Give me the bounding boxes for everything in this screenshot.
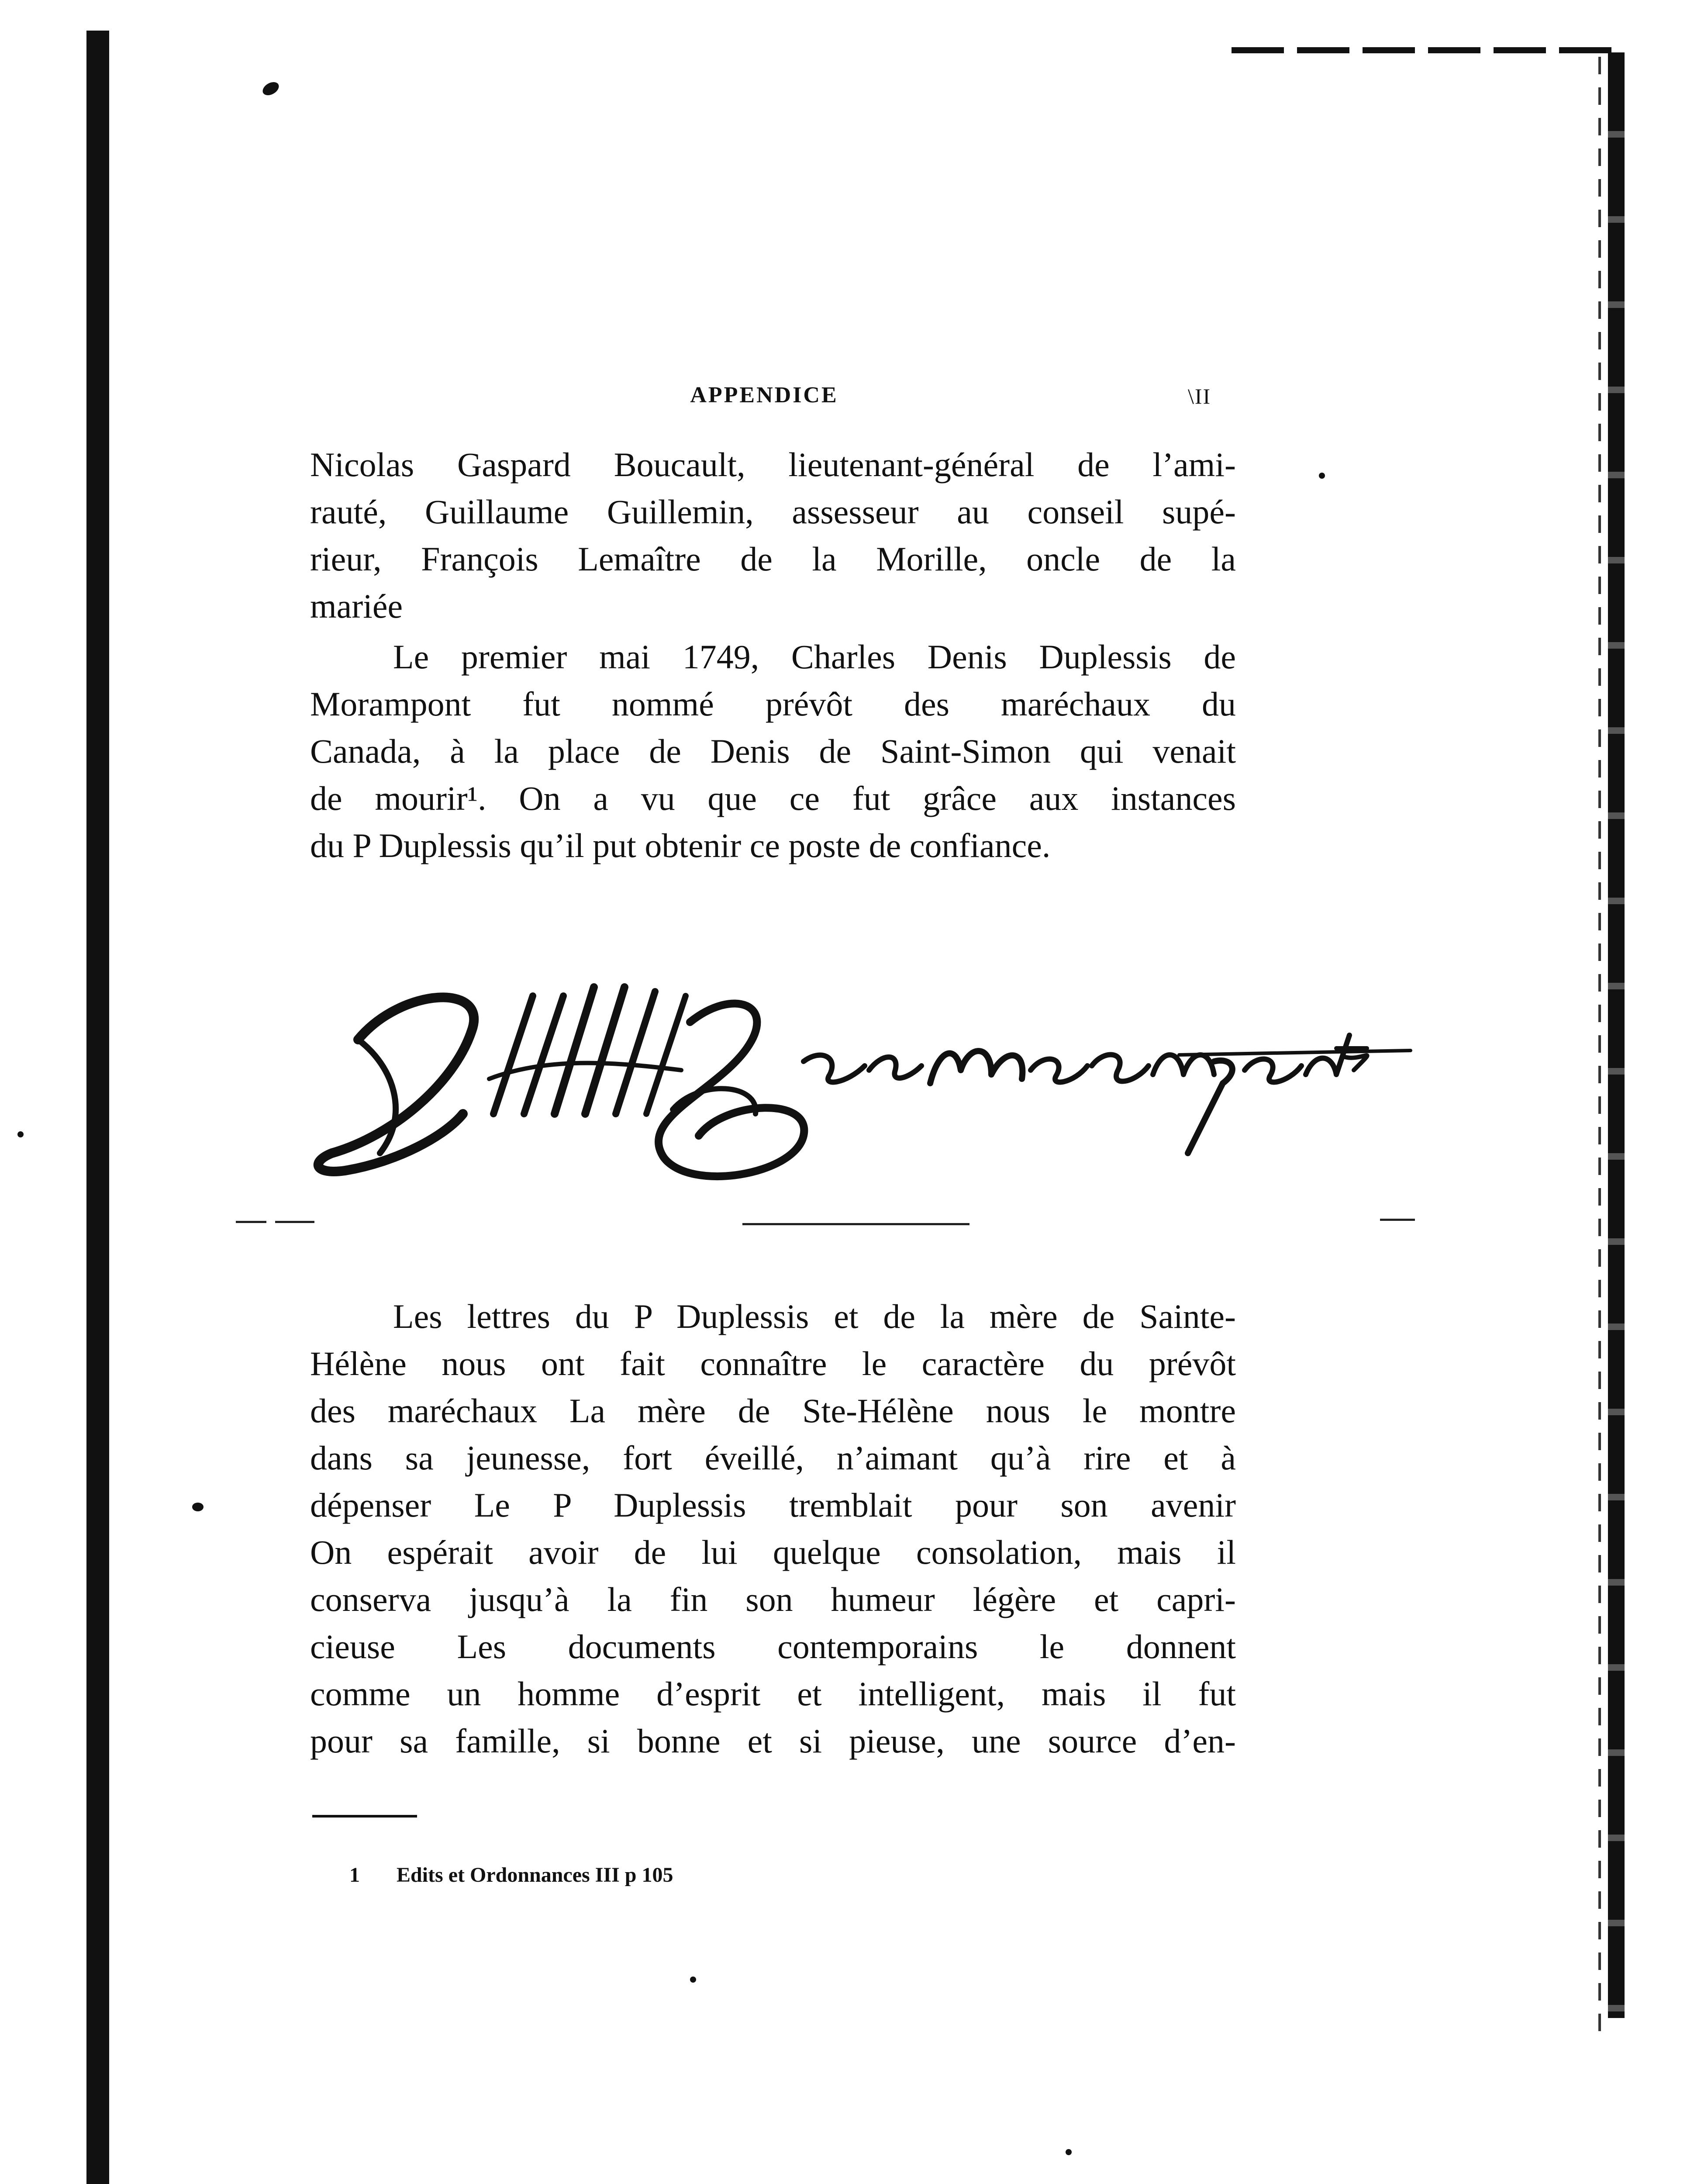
text-line: comme un homme d’esprit et intelligent, mais il fut [310,1675,1236,1713]
text-line: mariée [310,587,403,625]
text-line: dans sa jeunesse, fort éveillé, n’aimant qu’à rire et à [310,1439,1236,1477]
separator-line [1380,1219,1415,1221]
scan-top-dashes [1232,47,1625,53]
ink-speck [192,1503,204,1511]
text-line: Hélène nous ont fait connaître le caractère du prévôt [310,1344,1236,1382]
scan-right-edge [1608,52,1625,2018]
ink-speck [17,1131,24,1137]
scan-left-edge [86,31,109,2184]
text-line: Canada, à la place de Denis de Saint-Simon qui venait [310,732,1236,770]
text-line: dépenser Le P Duplessis tremblait pour son avenir [310,1486,1236,1524]
page-number: \II [1188,384,1211,408]
text-line: rauté, Guillaume Guillemin, assesseur au conseil supé- [310,493,1236,531]
paragraph-2 [310,633,1236,869]
footnote-text: Edits et Ordonnances III p 105 [397,1863,673,1887]
ink-speck [690,1977,696,1983]
text-line: cieuse Les documents contemporains le donnent [310,1628,1236,1666]
text-line: pour sa famille, si bonne et si pieuse, une source d’en- [310,1722,1236,1760]
text-line: On espérait avoir de lui quelque consolation, mais il [310,1533,1236,1571]
paragraph-3 [310,1293,1236,1765]
text-line: rieur, François Lemaître de la Morille, oncle de la [310,540,1236,578]
handwritten-signature [306,970,1424,1197]
text-line: conserva jusqu’à la fin son humeur légère et capri- [310,1580,1236,1618]
text-line: Nicolas Gaspard Boucault, lieutenant-général de l’ami- [310,446,1236,484]
footnote [349,1863,673,1887]
paragraph-1 [310,441,1236,630]
ink-speck [1319,473,1325,479]
text-line: des maréchaux La mère de Ste-Hélène nous le montre [310,1392,1236,1430]
ink-speck [260,79,281,98]
text-line: du P Duplessis qu’il put obtenir ce poste de confiance. [310,826,1051,864]
separator-line [275,1221,314,1223]
separator-line [236,1221,266,1223]
ink-speck [1066,2149,1072,2155]
page-header-title: APPENDICE [690,383,838,408]
footnote-rule [312,1815,417,1818]
text-line: Les lettres du P Duplessis et de la mère de Sainte- [393,1297,1236,1335]
footnote-marker: 1 [349,1863,360,1887]
scan-right-edge-thin [1598,57,1601,2031]
text-line: de mourir¹. On a vu que ce fut grâce aux instances [310,779,1236,817]
separator-line [742,1223,969,1225]
text-line: Morampont fut nommé prévôt des maréchaux du [310,685,1236,723]
text-line: Le premier mai 1749, Charles Denis Duplessis de [393,638,1236,676]
